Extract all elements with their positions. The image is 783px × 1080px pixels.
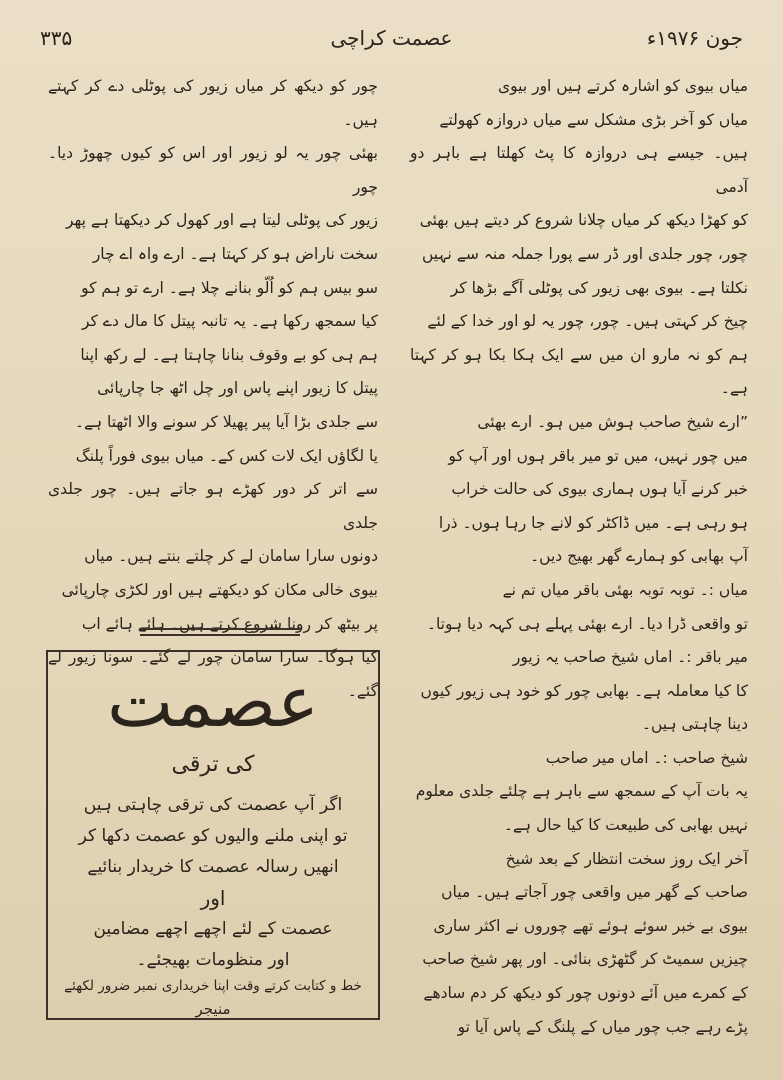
- text-line: تو واقعی ڈرا دیا۔ ارے بھئی پہلے ہی کہہ دیا ہوتا۔: [426, 614, 748, 633]
- ad-line: انھیں رسالہ عصمت کا خریدار بنائیے: [87, 857, 339, 877]
- text-line: بھئی چور یہ لو زیور اور اس کو کیوں چھوڑ دیا۔ چور: [48, 144, 378, 196]
- text-line: سو بیس ہم کو اُلّو بنانے چلا ہے۔ ارے تو ہم کو: [81, 278, 378, 297]
- text-line: میاں بیوی کو اشارہ کرتے ہیں اور بیوی: [498, 77, 748, 95]
- advertisement-box: [46, 650, 380, 1020]
- text-line: ہیں۔ جیسے ہی دروازہ کا پٹ کھلتا ہے باہر دو آدمی: [410, 144, 748, 196]
- text-line: چیزیں سمیٹ کر گٹھڑی بنائی۔ اور پھر شیخ صاحب: [422, 950, 748, 969]
- text-line: پر بیٹھ کر رونا شروع کرتے ہیں۔ ہائے ہائے اب: [81, 614, 378, 633]
- text-line: پیتل کا زیور اپنے پاس اور چل اٹھ جا چارپائی: [97, 379, 378, 398]
- text-line: کا کیا معاملہ ہے۔ بھابی چور کو خود ہی زیور کیوں: [420, 681, 748, 700]
- text-line: نہیں بھابی کی طبیعت کا کیا حال ہے۔: [503, 816, 748, 835]
- text-line: دینا چاہتی ہیں۔: [641, 715, 748, 734]
- ad-conjunction: اور: [200, 886, 226, 910]
- text-line: زیور کی پوٹلی لیتا ہے اور کھول کر دیکھتا ہے پھر: [65, 211, 378, 230]
- running-title: عصمت کراچی: [330, 26, 453, 50]
- text-line: ”ارے شیخ صاحب ہوش میں ہو۔ ارے بھئی: [477, 412, 748, 431]
- text-line: یہ بات آپ کے سمجھ سے باہر ہے چلئے جلدی معلوم: [415, 782, 748, 801]
- ad-line: تو اپنی ملنے والیوں کو عصمت دکھا کر: [78, 826, 348, 846]
- text-line: میاں کو آخر بڑی مشکل سے میاں دروازہ کھولتے: [439, 110, 748, 129]
- issue-date: جون ۱۹۷۶ء: [646, 26, 743, 50]
- text-line: ہم ہی کو بے وقوف بنانا چاہتا ہے۔ لے رکھ اپنا: [80, 345, 378, 364]
- section-divider: [140, 634, 300, 636]
- ad-body: [62, 790, 364, 976]
- page-number: ۳۳۵: [40, 26, 73, 50]
- text-line: سے اتر کر دور کھڑے ہو جاتے ہیں۔ چور جلدی جلدی: [48, 480, 378, 532]
- text-line: بیوی بے خبر سوئے ہوئے تھے چوروں نے اکثر ساری: [433, 916, 748, 935]
- text-line: بیوی خالی مکان کو دیکھتے ہیں اور لکڑی چارپائی: [61, 580, 378, 599]
- text-line: نکلتا ہے۔ بیوی بھی زیور کی پوٹلی آگے بڑھا کر: [450, 278, 748, 297]
- text-line: چور، چور جلدی اور ڈر سے پورا جملہ منہ سے نہیں: [421, 244, 748, 263]
- section-divider: [140, 628, 300, 630]
- text-line: چیخ کر کہتی ہیں۔ چور، چور یہ لو اور خدا کے لئے: [427, 312, 748, 331]
- text-line: صاحب کے گھر میں واقعی چور آجاتے ہیں۔ میاں: [441, 883, 748, 902]
- text-line: خبر کرنے آیا ہوں ہماری بیوی کی حالت خراب: [451, 480, 748, 499]
- text-line: کے کمرے میں آئے دونوں چور کو دیکھ کر دم سادھے: [423, 984, 748, 1003]
- text-column-right: [410, 70, 748, 1070]
- text-column-left: [48, 70, 378, 700]
- text-line: کو کھڑا دیکھ کر میاں چلانا شروع کر دیتے ہیں بھئی: [419, 211, 748, 230]
- text-line: کیا سمجھ رکھا ہے۔ یہ تانبہ پیتل کا مال دے کر: [82, 312, 378, 331]
- text-line: میں چور نہیں، میں تو میر باقر ہوں اور آپ کو: [448, 446, 748, 465]
- ad-title: عصمت: [107, 661, 319, 743]
- ad-line: اگر آپ عصمت کی ترقی چاہتی ہیں: [83, 795, 343, 815]
- text-line: چور کو دیکھ کر میاں زیور کی پوٹلی دے کر کہتے ہیں۔: [48, 77, 378, 129]
- text-line: سخت ناراض ہو کر کہتا ہے۔ ارے واہ اے چار: [92, 244, 378, 263]
- ad-line: عصمت کے لئے اچھے اچھے مضامین: [93, 919, 333, 939]
- ad-line: اور منظومات بھیجئے۔: [136, 950, 290, 970]
- text-line: آخر ایک روز سخت انتظار کے بعد شیخ: [505, 849, 748, 868]
- ad-signature: منیجر: [195, 1000, 231, 1018]
- text-line: ہو رہی ہے۔ میں ڈاکٹر کو لانے جا رہا ہوں۔ ذرا: [438, 513, 748, 532]
- ad-subtitle: کی ترقی: [171, 752, 255, 777]
- text-line: میاں :۔ توبہ توبہ بھئی باقر میاں تم نے: [502, 580, 748, 599]
- text-line: شیخ صاحب :۔ اماں میر صاحب: [545, 748, 748, 767]
- text-line: ہم کو نہ مارو ان میں سے ایک ہکا بکا ہو کر کہتا ہے۔: [410, 345, 748, 398]
- page-header: [40, 18, 743, 58]
- text-line: آپ بھابی کو ہمارے گھر بھیج دیں۔: [530, 547, 748, 566]
- text-line: دونوں سارا سامان لے کر چلتے بنتے ہیں۔ میاں: [84, 547, 378, 566]
- text-line: سے جلدی بڑا آیا پیر پھیلا کر سونے والا اٹھتا ہے۔: [74, 412, 378, 431]
- text-line: کیا ہوگا۔ سارا سامان چور لے گئے۔ سونا زیور لے گئے۔: [48, 648, 378, 700]
- ad-note: خط و کتابت کرتے وقت اپنا خریداری نمبر ضرور لکھئے: [64, 978, 362, 994]
- text-line: میر باقر :۔ اماں شیخ صاحب یہ زیور: [512, 648, 748, 667]
- text-line: یا لگاؤں ایک لات کس کے۔ میاں بیوی فوراً پلنگ: [75, 446, 378, 465]
- text-line: پڑے رہے جب چور میاں کے پلنگ کے پاس آیا تو: [457, 1017, 748, 1036]
